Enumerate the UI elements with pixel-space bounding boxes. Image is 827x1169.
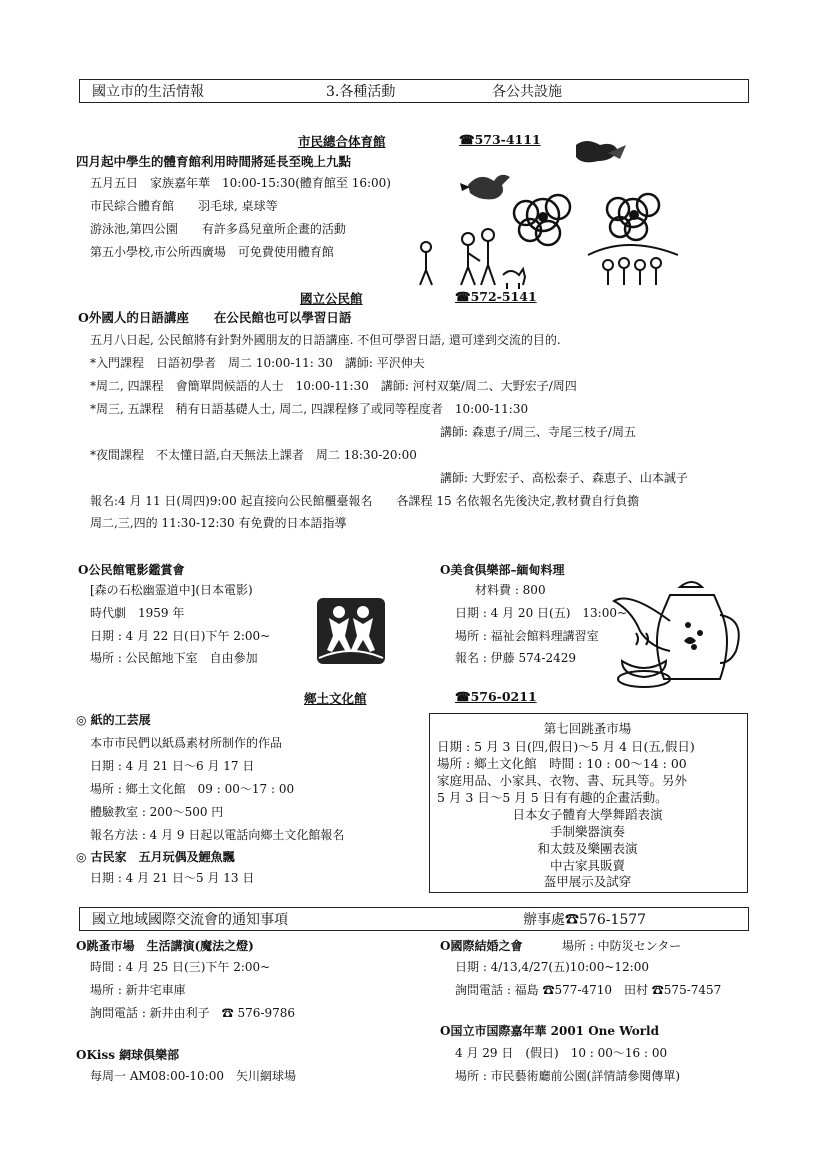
kominkan-free: 周二,三,四的 11:30-12:30 有免費的日本語指導 (90, 516, 347, 530)
kominkan-course: *周三, 五課程 稍有日語基礎人士, 周二, 四課程修了或同等程度者 10:00-11:30 (90, 402, 529, 416)
gym-line: 市民綜合體育館 羽毛球, 桌球等 (90, 199, 278, 213)
intl-header-right: 辦事處☎576-1577 (523, 912, 647, 928)
header-col2: 3.各種活動 (326, 84, 396, 100)
marriage-place: 場所 : 中防災センター (562, 939, 682, 953)
header-col1: 國立市的生活情報 (92, 84, 204, 100)
movie-line: 日期 : 4 月 22 日(日)下午 2:00~ (90, 629, 271, 643)
paper-line: 日期 : 4 月 21 日～6 月 17 日 (90, 759, 255, 773)
paper-line: 報名方法 : 4 月 9 日起以電話向鄉土文化館報名 (90, 828, 345, 842)
museum-phone: ☎576-0211 (455, 689, 537, 704)
fleamarket-line: 5 月 3 日～5 月 5 日有有趣的企畫活動。 (437, 790, 668, 805)
intl-flea-line: 詢問電話 : 新井由利子 ☎ 576-9786 (90, 1006, 295, 1020)
gym-headline: 四月起中學生的體育館利用時間將延長至晚上九點 (76, 154, 352, 169)
dancing-figures-illustration (315, 596, 387, 666)
gourmet-line: 場所 : 福祉会館料理講習室 (455, 629, 599, 643)
paper-line: 場所 : 鄉土文化館 09 : 00～17 : 00 (90, 782, 295, 796)
old-house-title: ◎ 古民家 五月玩偶及鯉魚飄 (76, 850, 235, 864)
movie-line: 場所 : 公民館地下室 自由參加 (90, 651, 258, 665)
carnival-title: O国立市国際嘉年華 2001 One World (440, 1024, 659, 1038)
fleamarket-line: 場所 : 鄉土文化館 時間 : 10 : 00～14 : 00 (437, 756, 687, 771)
intl-flea-line: 場所 : 新井宅車庫 (90, 983, 186, 997)
museum-name: 鄉土文化館 (304, 691, 367, 706)
paper-title: ◎ 紙的工芸展 (76, 713, 151, 727)
intl-flea-line: 時間 : 4 月 25 日(三)下午 2:00~ (90, 960, 271, 974)
gym-phone: ☎573-4111 (459, 132, 541, 147)
gym-line: 游泳池,第四公園 有許多爲兒童所企畫的活動 (90, 222, 346, 236)
gourmet-line: 材料費 : 800 (475, 583, 546, 597)
kominkan-name: 國立公民館 (300, 291, 363, 306)
kominkan-headline: O外國人的日語講座 在公民館也可以學習日語 (78, 310, 352, 325)
fleamarket-line: 和太鼓及樂團表演 (537, 841, 638, 856)
movie-line: 時代劇 1959 年 (90, 606, 185, 620)
gym-line: 五月五日 家族嘉年華 10:00-15:30(體育館至 16:00) (90, 176, 391, 190)
kominkan-signup: 報名:4 月 11 日(周四)9:00 起直接向公民館櫃臺報名 各課程 15 名依報名先後決定,教材費自行負擔 (90, 494, 640, 508)
kiss-line: 每周一 AM08:00-10:00 矢川網球場 (90, 1069, 296, 1083)
marriage-title: O國際結婚之會 (440, 939, 523, 953)
fleamarket-line: 家庭用品、小家具、衣物、書、玩具等。另外 (437, 773, 688, 788)
kominkan-intro: 五月八日起, 公民館將有針對外國朋友的日語講座. 不但可學習日語, 還可達到交流的目的. (90, 333, 561, 347)
marriage-line: 日期 : 4/13,4/27(五)10:00~12:00 (455, 960, 649, 974)
header-col3: 各公共設施 (492, 84, 562, 100)
gourmet-line: 日期 : 4 月 20 日(五) 13:00~ (455, 606, 628, 620)
carnival-line: 場所 : 市民藝術廳前公園(詳情請參閱傳單) (455, 1069, 681, 1083)
intl-flea-title: O跳蚤市場 生活講演(魔法之燈) (76, 939, 254, 953)
carnival-line: 4 月 29 日 (假日) 10 : 00～16 : 00 (455, 1046, 668, 1060)
fleamarket-line: 中古家具販賣 (549, 858, 625, 873)
gourmet-title: O美食俱樂部–緬甸料理 (440, 563, 565, 577)
paper-line: 本市市民們以紙爲素材所制作的作品 (90, 736, 283, 750)
kominkan-teachers-night: 講師: 大野宏子、高松泰子、森恵子、山本誠子 (440, 471, 688, 485)
teapot-illustration (610, 575, 750, 695)
fleamarket-line: 手制樂器演奏 (549, 824, 625, 839)
family-birds-illustration (408, 135, 748, 295)
fleamarket-line: 盔甲展示及試穿 (543, 874, 632, 889)
fleamarket-title: 第七回跳蚤市場 (543, 721, 632, 736)
fleamarket-line: 日本女子體育大學舞蹈表演 (512, 807, 663, 822)
old-house-line: 日期 : 4 月 21 日～5 月 13 日 (90, 871, 255, 885)
intl-header-left: 國立地域國際交流會的通知事項 (92, 912, 288, 928)
kominkan-course: *周二, 四課程 會簡單問候語的人士 10:00-11:30 講師: 河村双葉/周二、大野宏子/周四 (90, 379, 577, 393)
gym-line: 第五小學校,市公所西廣場 可免費使用體育館 (90, 245, 334, 259)
paper-line: 體驗教室 : 200～500 円 (90, 805, 224, 819)
marriage-line: 詢問電話 : 福島 ☎577-4710 田村 ☎575-7457 (455, 983, 722, 997)
kominkan-phone: ☎572-5141 (455, 289, 537, 304)
kominkan-night: *夜間課程 不太懂日語,白天無法上課者 周二 18:30-20:00 (90, 448, 417, 462)
gourmet-line: 報名 : 伊藤 574-2429 (455, 651, 576, 665)
kiss-title: OKiss 網球俱樂部 (76, 1048, 180, 1062)
movie-line: [森の石松幽霊道中](日本電影) (90, 583, 253, 597)
movie-title: O公民館電影鑑賞會 (78, 563, 185, 577)
gym-name: 市民總合体育館 (298, 134, 386, 149)
fleamarket-line: 日期 : 5 月 3 日(四,假日)～5 月 4 日(五,假日) (437, 739, 695, 754)
kominkan-course: *入門課程 日語初學者 周二 10:00-11: 30 講師: 平沢伸夫 (90, 356, 425, 370)
kominkan-teachers3: 講師: 森恵子/周三、寺尾三枝子/周五 (440, 425, 636, 439)
